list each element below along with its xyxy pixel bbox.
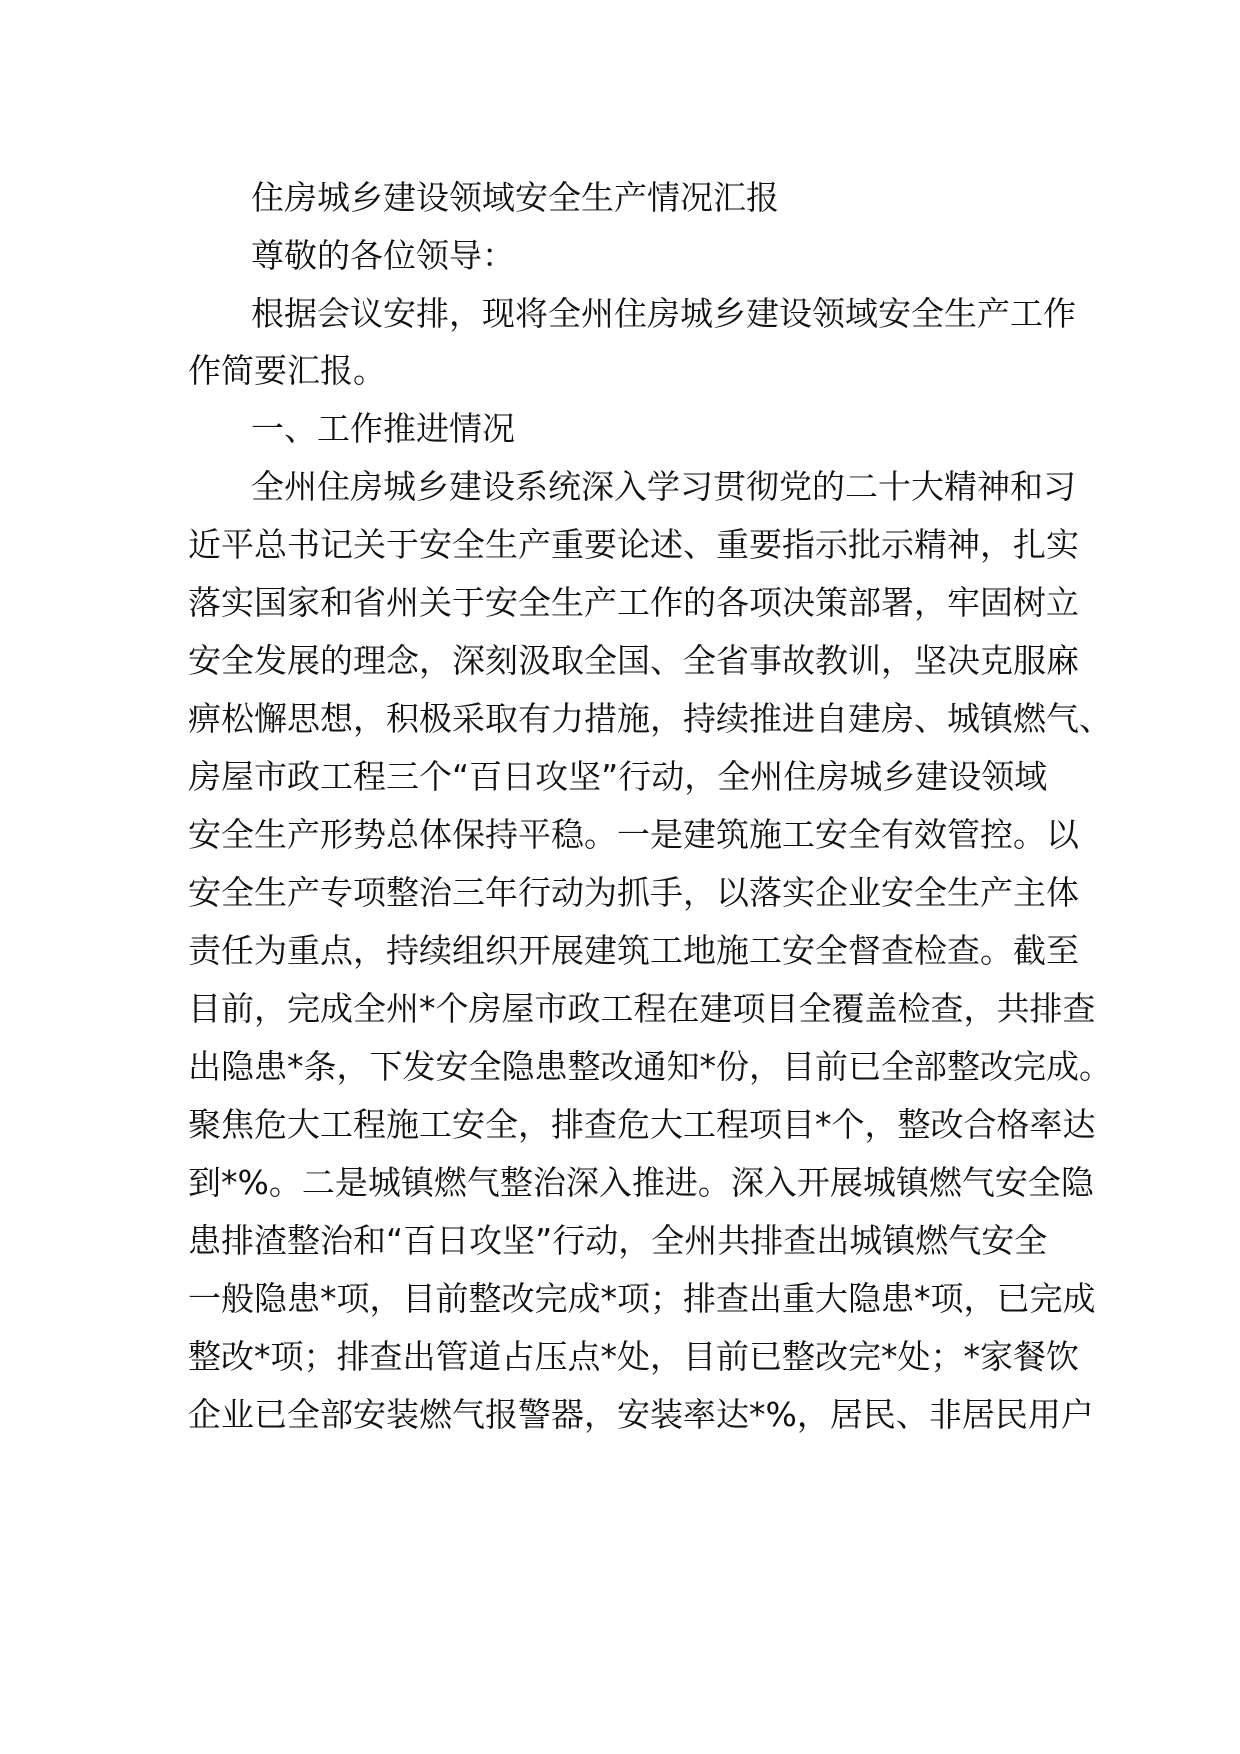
document-title: 住房城乡建设领域安全生产情况汇报 [251, 178, 779, 217]
body-line: 出隐患*条，下发安全隐患整改通知*份，目前已全部整改完成。 [188, 1047, 1112, 1086]
body-line: 到*%。二是城镇燃气整治深入推进。深入开展城镇燃气安全隐 [188, 1163, 1094, 1202]
intro-line: 作简要汇报。 [188, 351, 386, 390]
body-line: 全州住房城乡建设系统深入学习贯彻党的二十大精神和习 [251, 467, 1076, 506]
body-line: 整改*项；排查出管道占压点*处，目前已整改完*处；*家餐饮 [188, 1337, 1079, 1376]
section-heading: 一、工作推进情况 [251, 409, 515, 448]
body-line: 近平总书记关于安全生产重要论述、重要指示批示精神，扎实 [188, 525, 1079, 564]
body-line: 安全发展的理念，深刻汲取全国、全省事故教训，坚决克服麻 [188, 641, 1079, 680]
body-line: 目前，完成全州*个房屋市政工程在建项目全覆盖检查，共排查 [188, 989, 1096, 1028]
body-line: 落实国家和省州关于安全生产工作的各项决策部署，牢固树立 [188, 583, 1079, 622]
body-line: 安全生产专项整治三年行动为抓手，以落实企业安全生产主体 [188, 873, 1079, 912]
body-line: 房屋市政工程三个“百日攻坚”行动，全州住房城乡建设领域 [188, 757, 1048, 796]
intro-line: 根据会议安排，现将全州住房城乡建设领域安全生产工作 [251, 294, 1076, 333]
body-line: 痹松懈思想，积极采取有力措施，持续推进自建房、城镇燃气、 [188, 699, 1112, 738]
body-line: 安全生产形势总体保持平稳。一是建筑施工安全有效管控。以 [188, 815, 1079, 854]
body-line: 企业已全部安装燃气报警器，安装率达*%，居民、非居民用户 [188, 1395, 1094, 1434]
body-line: 一般隐患*项，目前整改完成*项；排查出重大隐患*项，已完成 [188, 1279, 1096, 1318]
body-line: 患排渣整治和“百日攻坚”行动，全州共排查出城镇燃气安全 [188, 1221, 1048, 1260]
body-line: 聚焦危大工程施工安全，排查危大工程项目*个，整改合格率达 [188, 1105, 1096, 1144]
salutation: 尊敬的各位领导： [251, 236, 515, 275]
body-line: 责任为重点，持续组织开展建筑工地施工安全督查检查。截至 [188, 931, 1079, 970]
